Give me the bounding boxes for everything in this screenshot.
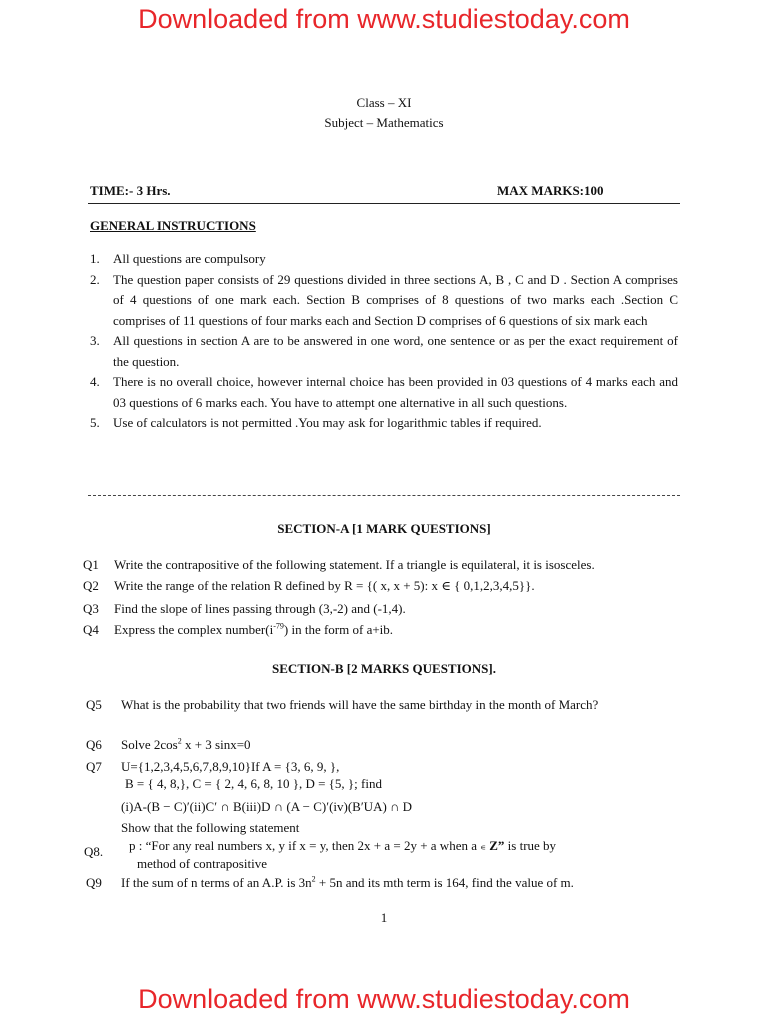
question-text: Write the range of the relation R defined by R = {( x, x + 5): x ∈ { 0,1,2,3,4,5}}. <box>114 578 535 593</box>
list-item <box>90 270 678 332</box>
instructions-heading: GENERAL INSTRUCTIONS <box>90 218 256 233</box>
section-divider <box>88 495 680 496</box>
q7-line-3: (i)A-(B − C)′(ii)C′ ∩ B(iii)D ∩ (A − C)′(iv)(B′UA) ∩ D <box>121 799 413 814</box>
q8-line-1: p : “For any real numbers x, y if x = y, then 2x + a = 2y + a when a ∊ Z” is true by <box>129 838 557 853</box>
question-text: U={1,2,3,4,5,6,7,8,9,10}If A = {3, 6, 9, }, <box>121 759 340 774</box>
item-text: All questions in section A are to be answered in one word, one sentence or as per the exact requirement of the question. <box>113 333 678 369</box>
watermark-banner-bottom: Downloaded from www.studiestoday.com <box>138 984 630 1014</box>
question-number: Q4 <box>83 622 99 637</box>
question-q6 <box>86 736 686 753</box>
list-item <box>90 249 678 270</box>
q8-line-2: method of contrapositive <box>137 856 267 871</box>
question-text: If the sum of n terms of an A.P. is $3n^2 + 5n$ and its mth term is 164, find the value of m. <box>121 874 574 890</box>
q7-line-4: Show that the following statement <box>121 820 300 835</box>
header-rule <box>88 203 680 204</box>
question-number: Q1 <box>83 557 99 572</box>
section-b-heading: SECTION-B [2 MARKS QUESTIONS]. <box>272 661 496 676</box>
subject-label: Subject – Mathematics <box>324 115 444 130</box>
item-number: 3. <box>90 333 100 348</box>
question-text: Solve $2\cos^2$ x + 3 sinx=0 <box>121 736 251 752</box>
item-text: There is no overall choice, however internal choice has been provided in 03 questions of 4 marks each and 03 questions of 6 marks each. You have to attempt one alternative in all such questions. <box>113 374 678 410</box>
question-number: Q6 <box>86 737 102 752</box>
question-number: Q9 <box>86 875 102 890</box>
list-item <box>90 372 678 413</box>
page-number: 1 <box>380 910 388 925</box>
question-q3 <box>83 600 683 617</box>
item-number: 2. <box>90 271 100 287</box>
watermark-banner-top: Downloaded from www.studiestoday.com <box>138 4 630 34</box>
item-number: 5. <box>90 415 100 430</box>
max-marks-label: MAX MARKS:100 <box>497 183 604 198</box>
item-number: 4. <box>90 374 100 389</box>
question-number-q8: Q8. <box>84 844 104 859</box>
section-a-heading: SECTION-A [1 MARK QUESTIONS] <box>277 521 491 536</box>
question-number: Q3 <box>83 601 99 616</box>
list-item <box>90 413 678 434</box>
question-text: Express the complex $number(i^{-79})$ in the form of a+ib. <box>114 621 394 637</box>
question-number: Q5 <box>86 697 102 712</box>
question-q5 <box>86 696 686 713</box>
time-label: TIME:- 3 Hrs. <box>90 183 171 198</box>
item-text: Use of calculators is not permitted .You may ask for logarithmic tables if required. <box>113 415 542 430</box>
question-q1 <box>83 556 683 573</box>
class-label: Class – XI <box>356 95 412 110</box>
question-q4 <box>83 621 683 638</box>
item-text: The question paper consists of 29 questions divided in three sections A, B , C and D . Section A comprises of 4 questions of one mark each. Section B comprises of 8 questions of two marks each .Section C comprises of 11 questions of four marks each and Section D comprises of 6 questions of six mark each <box>113 271 678 328</box>
question-text: Find the slope of lines passing through (3,-2) and (-1,4). <box>114 601 406 616</box>
item-text: All questions are compulsory <box>113 251 266 266</box>
question-text: Write the contrapositive of the following statement. If a triangle is equilateral, it is isosceles. <box>114 557 595 572</box>
question-number: Q2 <box>83 578 99 593</box>
q7-line-2: B = { 4, 8,}, C = { 2, 4, 6, 8, 10 }, D = {5, }; find <box>125 776 382 791</box>
question-q7 <box>86 758 686 775</box>
item-number: 1. <box>90 251 100 266</box>
question-q9 <box>86 874 706 891</box>
question-number: Q7 <box>86 759 102 774</box>
instructions-list <box>90 249 678 434</box>
list-item <box>90 331 678 372</box>
question-q2 <box>83 577 683 594</box>
question-text: What is the probability that two friends will have the same birthday in the month of March? <box>121 697 599 712</box>
